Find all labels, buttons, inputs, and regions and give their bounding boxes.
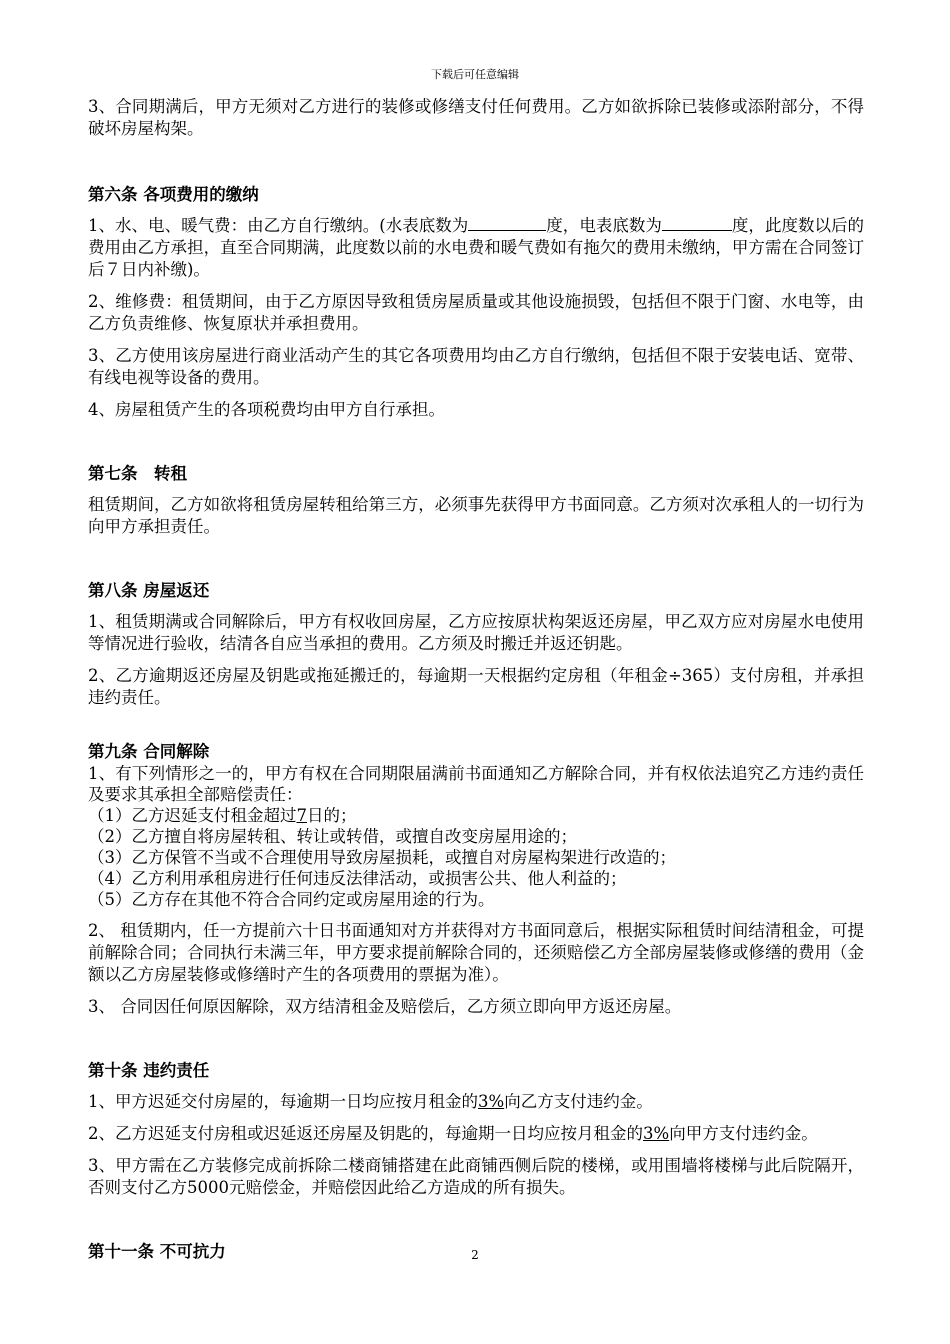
clause-5-3: 3、合同期满后，甲方无须对乙方进行的装修或修缮支付任何费用。乙方如欲拆除已装修或添附部分，不得破坏房屋构架。 xyxy=(88,97,864,138)
water-reading-blank xyxy=(468,214,546,231)
clause-7-1: 租赁期间，乙方如欲将租赁房屋转租给第三方，必须事先获得甲方书面同意。乙方须对次承租人的一切行为向甲方承担责任。 xyxy=(88,495,864,536)
list-item: （3）乙方保管不当或不合理使用导致房屋损耗，或擅自对房屋构架进行改造的； xyxy=(88,848,676,867)
clause-6-1: 1、水、电、暖气费：由乙方自行缴纳。(水表底数为 度，电表底数为 度，此度数以后的费用由乙方承担，直至合同期满，此度数以前的水电费和暖气费如有拖欠的费用未缴纳，甲方需在合同签订后７日内补缴)。 xyxy=(88,216,865,279)
list-item: （2）乙方擅自将房屋转租、转让或转借，或擅自改变房屋用途的； xyxy=(88,827,577,846)
article-7-title: 第七条 转租 xyxy=(88,464,187,483)
clause-8-2: 2、乙方逾期返还房屋及钥匙或拖延搬迁的，每逾期一天根据约定房租（年租金÷365）支付房租，并承担违约责任。 xyxy=(88,666,864,707)
article-9-list xyxy=(88,763,864,910)
clause-6-3: 3、乙方使用该房屋进行商业活动产生的其它各项费用均由乙方自行缴纳，包括但不限于安装电话、宽带、有线电视等设备的费用。 xyxy=(88,346,864,387)
clause-10-3: 3、甲方需在乙方装修完成前拆除二楼商铺搭建在此商铺西侧后院的楼梯，或用围墙将楼梯与此后院隔开，否则支付乙方5000元赔偿金，并赔偿因此给乙方造成的所有损失。 xyxy=(88,1156,864,1197)
page-header: 下载后可任意编辑 xyxy=(431,68,519,81)
clause-6-2: 2、维修费：租赁期间，由于乙方原因导致租赁房屋质量或其他设施损毁，包括但不限于门窗、水电等，由乙方负责维修、恢复原状并承担费用。 xyxy=(88,292,864,333)
article-8-title: 第八条 房屋返还 xyxy=(88,581,210,600)
document-body xyxy=(88,96,864,1263)
list-item: （4）乙方利用承租房进行任何违反法律活动，或损害公共、他人利益的； xyxy=(88,869,627,888)
list-item: （1）乙方迟延支付租金超过7日的； xyxy=(88,806,357,825)
clause-8-1: 1、租赁期满或合同解除后，甲方有权收回房屋，乙方应按原状构架返还房屋，甲乙双方应对房屋水电使用等情况进行验收，结清各自应当承担的费用。乙方须及时搬迁并返还钥匙。 xyxy=(88,612,864,653)
clause-9-1: 1、有下列情形之一的，甲方有权在合同期限届满前书面通知乙方解除合同，并有权依法追究乙方违约责任及要求其承担全部赔偿责任： xyxy=(88,764,864,804)
electric-reading-blank xyxy=(662,214,732,231)
clause-6-4: 4、房屋租赁产生的各项税费均由甲方自行承担。 xyxy=(88,400,445,419)
article-11-title: 第十一条 不可抗力 xyxy=(88,1242,226,1261)
article-10-title: 第十条 违约责任 xyxy=(88,1061,210,1080)
clause-10-2: 2、乙方迟延支付房租或迟延返还房屋及钥匙的，每逾期一日均应按月租金的3%向甲方支付违约金。 xyxy=(88,1124,818,1143)
clause-10-1: 1、甲方迟延交付房屋的，每逾期一日均应按月租金的3%向乙方支付违约金。 xyxy=(88,1092,653,1111)
clause-9-3: 3、 合同因任何原因解除，双方结清租金及赔偿后，乙方须立即向甲方返还房屋。 xyxy=(88,997,682,1016)
page-number: 2 xyxy=(471,1248,479,1262)
article-9-title: 第九条 合同解除 xyxy=(88,742,210,761)
article-6-title: 第六条 各项费用的缴纳 xyxy=(88,185,259,204)
clause-9-2: 2、 租赁期内，任一方提前六十日书面通知对方并获得对方书面同意后，根据实际租赁时间结清租金，可提前解除合同；合同执行未满三年，甲方要求提前解除合同的，还须赔偿乙方全部房屋装修或修缮的费用（金额以乙方房屋装修或修缮时产生的各项费用的票据为准）。 xyxy=(88,921,864,984)
list-item: （5）乙方存在其他不符合合同约定或房屋用途的行为。 xyxy=(88,890,495,909)
